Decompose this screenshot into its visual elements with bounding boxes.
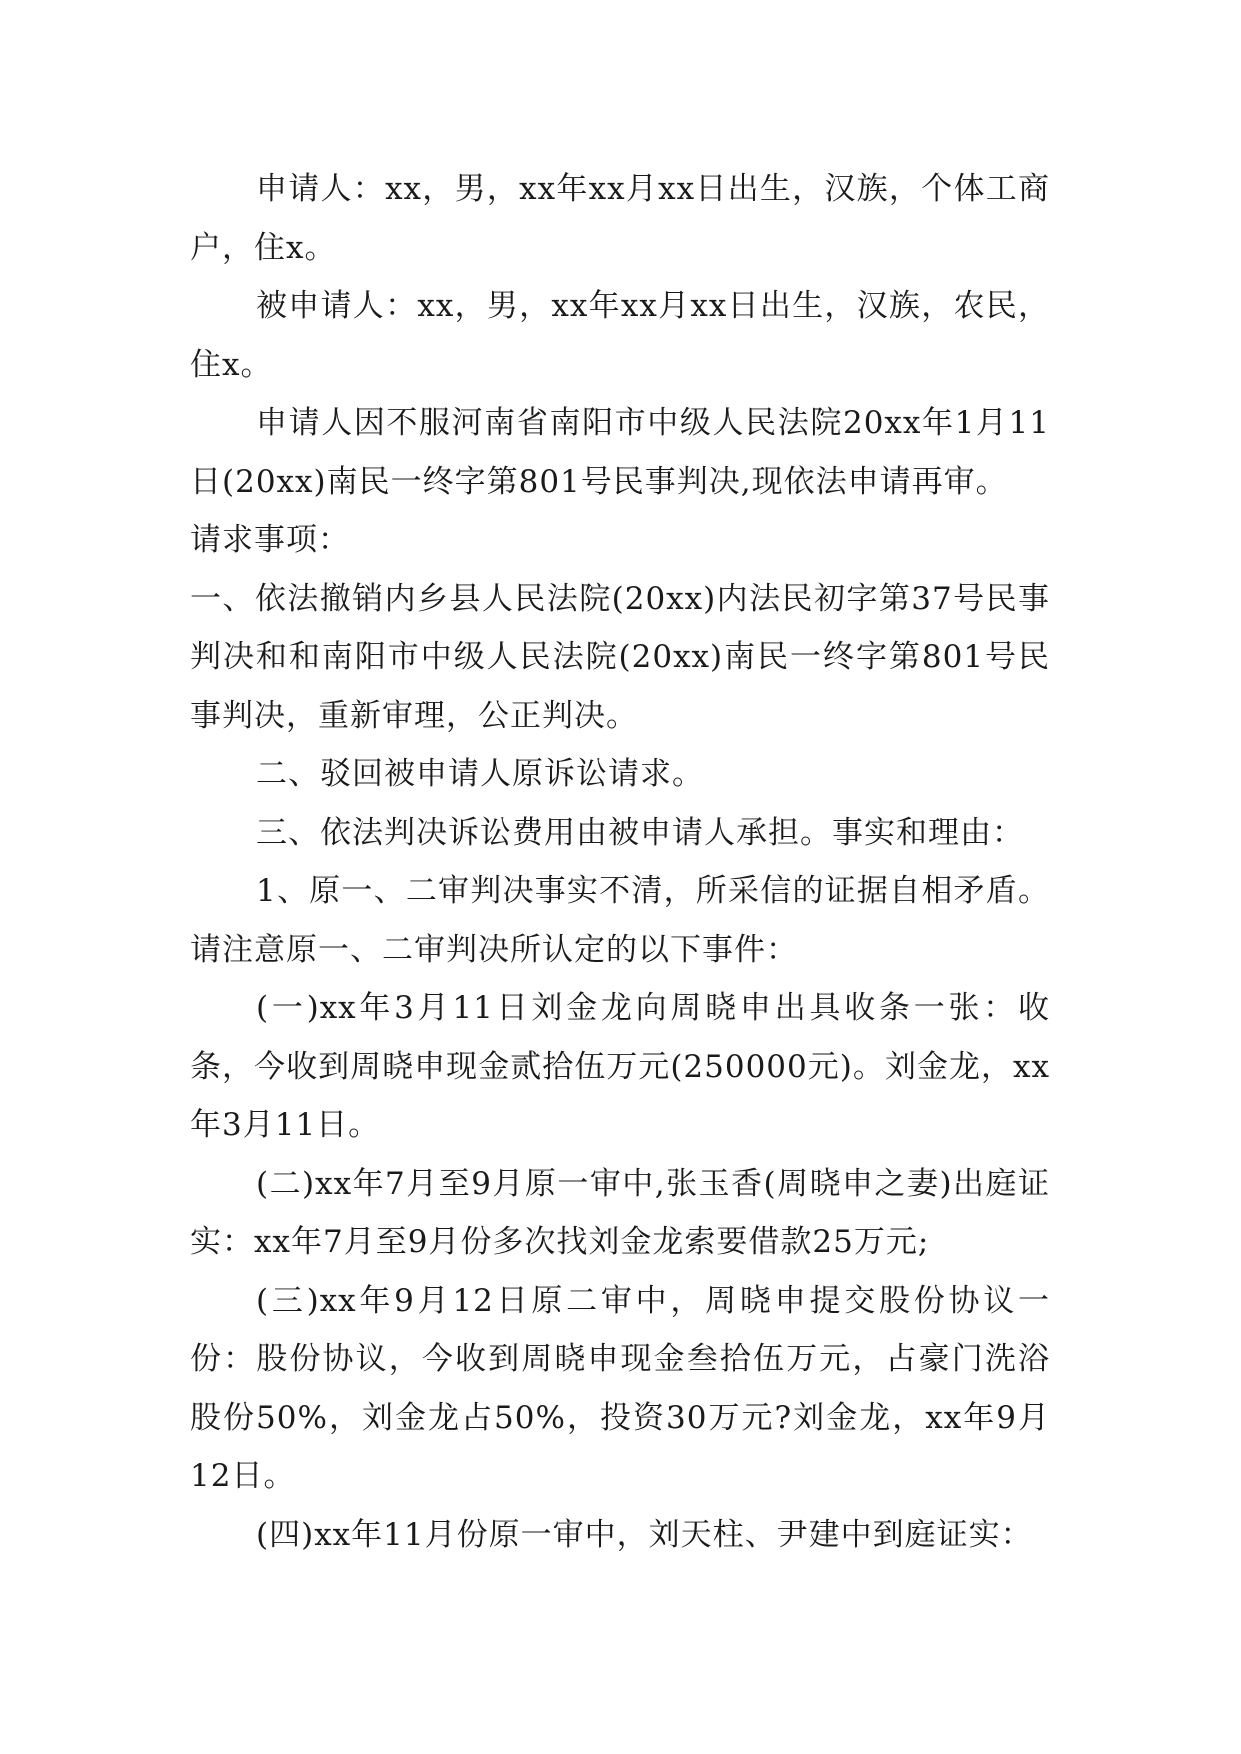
paragraph-respondent: 被申请人：xx，男，xx年xx月xx日出生，汉族，农民，住x。 xyxy=(190,288,1050,383)
paragraph-event-1: (一)xx年3月11日刘金龙向周晓申出具收条一张：收条，今收到周晓申现金贰拾伍万元(250000元)。刘金龙，xx年3月11日。 xyxy=(190,990,1050,1143)
paragraph-event-4: (四)xx年11月份原一审中，刘天柱、尹建中到庭证实： xyxy=(256,1516,1033,1553)
paragraph-reason-1: 1、原一、二审判决事实不清，所采信的证据自相矛盾。请注意原一、二审判决所认定的以下事件： xyxy=(190,873,1050,968)
heading-claims: 请求事项： xyxy=(190,522,350,558)
paragraph-applicant: 申请人：xx，男，xx年xx月xx日出生，汉族，个体工商户，住x。 xyxy=(190,171,1050,266)
paragraph-retrial-request: 申请人因不服河南省南阳市中级人民法院20xx年1月11日(20xx)南民一终字第801号民事判决,现依法申请再审。 xyxy=(190,405,1050,500)
paragraph-event-3: (三)xx年9月12日原二审中，周晓申提交股份协议一份：股份协议，今收到周晓申现金叁拾伍万元，占豪门洗浴股份50%，刘金龙占50%，投资30万元?刘金龙，xx年9月12日。 xyxy=(190,1282,1050,1494)
paragraph-claim-2: 二、驳回被申请人原诉讼请求。 xyxy=(256,756,704,792)
paragraph-claim-1: 一、依法撤销内乡县人民法院(20xx)内法民初字第37号民事判决和和南阳市中级人民法院(20xx)南民一终字第801号民事判决，重新审理，公正判决。 xyxy=(190,580,1050,734)
paragraph-claim-3: 三、依法判决诉讼费用由被申请人承担。事实和理由： xyxy=(256,814,1024,851)
paragraph-event-2: (二)xx年7月至9月原一审中,张玉香(周晓申之妻)出庭证实：xx年7月至9月份多次找刘金龙索要借款25万元; xyxy=(190,1165,1050,1260)
document-body xyxy=(190,160,1050,1564)
